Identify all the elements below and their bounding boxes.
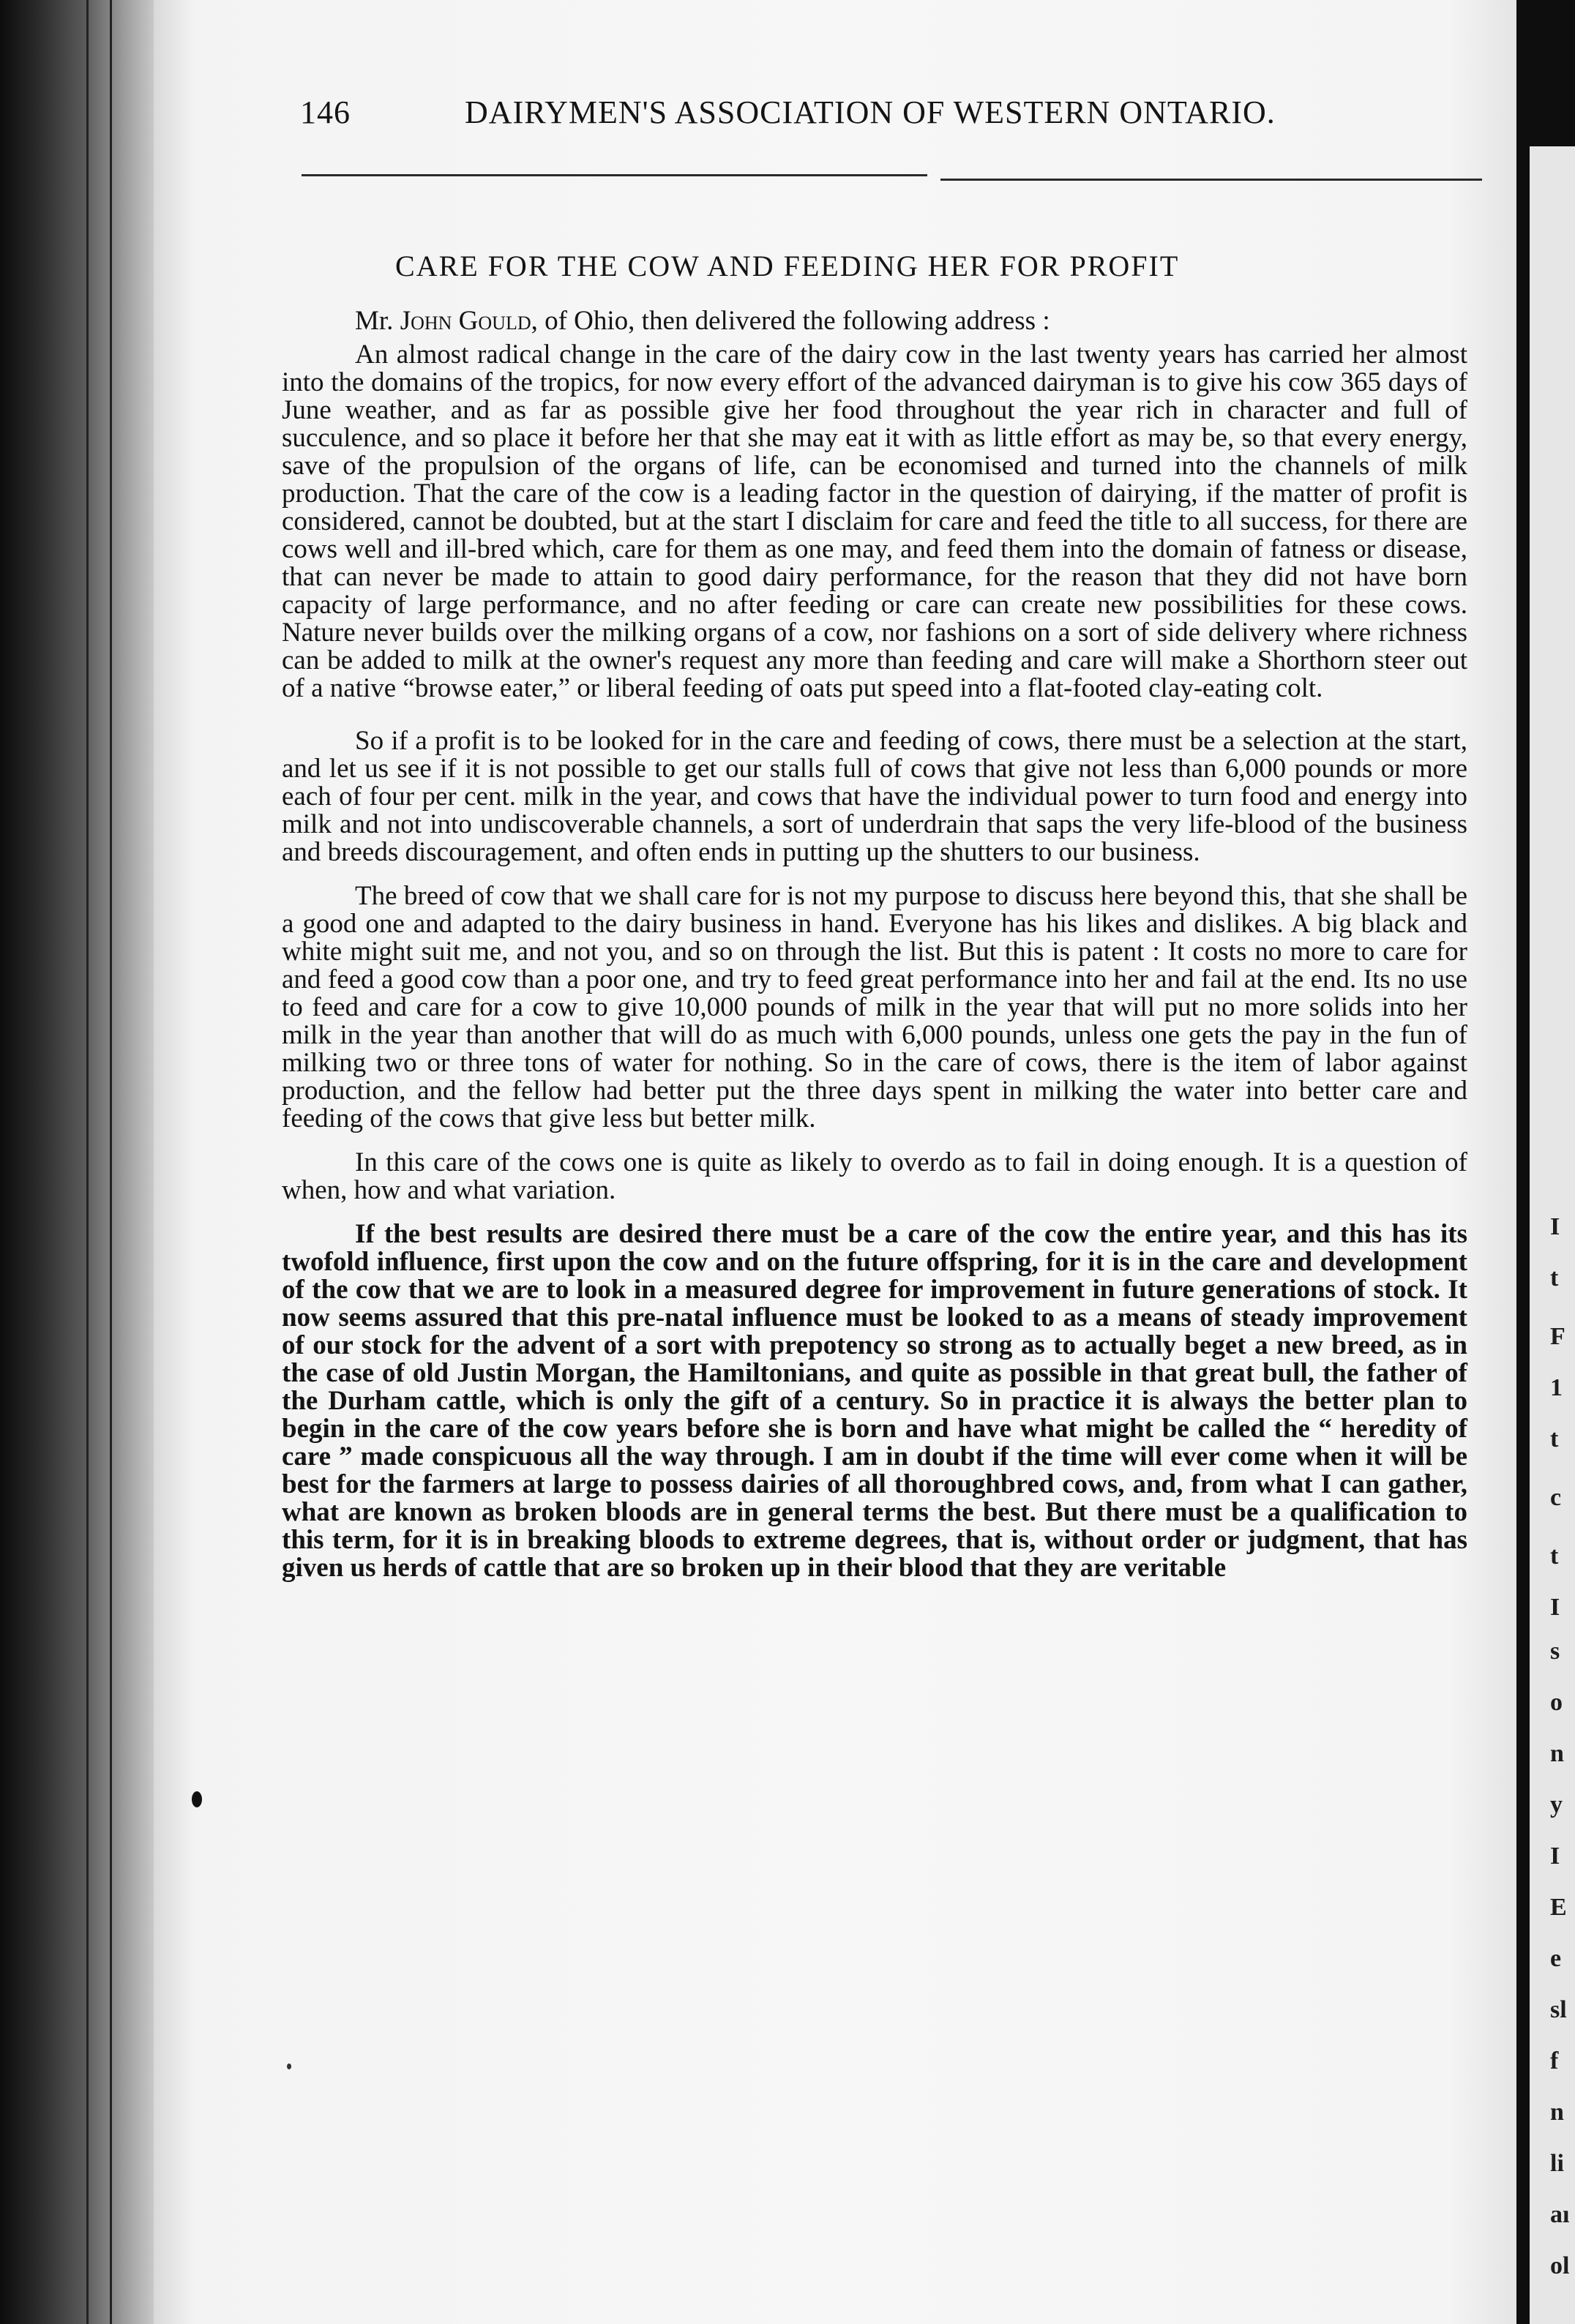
paragraph: The breed of cow that we shall care for is not my purpose to discuss here beyond this, that she shall be a good one and adapted to the dairy business in hand. Everyone has his likes and dislikes. A big black and white might suit me, and not you, and so on through the list. But this is patent : It costs no more to care for and feed a good cow than a poor one, and try to feed great performance into her and fail at the end. Its no use to feed and care for a cow to give 10,000 pounds of milk in the year that will put no more solids into her milk in the year than another that will do as much with 6,000 pounds, unless one gets the pay in the fun of milking two or three tons of water for nothing. So in the care of cows, there is the item of labor against production, and the fellow had better put the three days spent in milking the water into better care and feeding of the cows that give less but better milk. — [282, 881, 1467, 1133]
paragraph: So if a profit is to be looked for in the care and feeding of cows, there must be a selection at the start, and let us see if it is not possible to get our stalls full of cows that give not less than 6,000 pounds or more each of four per cent. milk in the year, and cows that have the individual power to turn food and energy into milk and not into undiscoverable channels, a sort of underdrain that saps the very life-blood of the business and breeds discouragement, and often ends in putting up the shutters to our business. — [282, 726, 1467, 867]
ink-speck — [287, 2064, 291, 2069]
facing-page-fragment: t — [1550, 1264, 1559, 1292]
facing-page-fragment: t — [1550, 1543, 1559, 1570]
facing-page-fragment: o — [1550, 1689, 1563, 1716]
facing-page-fragment: n — [1550, 1740, 1564, 1767]
facing-page-fragment: I — [1550, 1594, 1560, 1621]
facing-page-fragment: c — [1550, 1484, 1562, 1511]
book-gutter — [0, 0, 154, 2324]
gutter-line — [86, 0, 89, 2324]
facing-page-fragment: sl — [1550, 1996, 1567, 2023]
article-body — [282, 307, 1467, 1598]
paragraph: In this care of the cows one is quite as likely to overdo as to fail in doing enough. It is a question of when, how and what variation. — [282, 1147, 1467, 1205]
intro-prefix: Mr. — [355, 306, 400, 336]
facing-page-fragment: ol — [1550, 2252, 1570, 2279]
facing-page-fragment: t — [1550, 1425, 1559, 1452]
ink-blot — [192, 1791, 202, 1807]
facing-page-fragment: I — [1550, 1843, 1560, 1870]
facing-page-fragment: s — [1550, 1638, 1560, 1665]
paragraph: An almost radical change in the care of the dairy cow in the last twenty years has carried her almost into the domains of the tropics, for now every effort of the advanced dairyman is to give his cow 365 days of June weather, and as far as possible give her food throughout the year rich in character and full of succulence, and so place it before her that she may eat it with as little effort as may be, so that every energy, save of the propulsion of the organs of life, can be economised and turned into the channels of milk production. That the care of the cow is a leading factor in the question of dairying, if the matter of profit is considered, cannot be doubted, but at the start I disclaim for care and feed the title to all success, for there are cows well and ill-bred which, care for them as one may, and feed them into the domain of fatness or disease, that can never be made to attain to good dairy performance, for the reason that they did not have born capacity of large performance, and no after feeding or care can create new possibilities for these cows. Nature never builds over the milking organs of a cow, nor fashions on a sort of side delivery where richness can be added to milk at the owner's request any more than feeding and care will make a Shorthorn steer out of a native “browse eater,” or liberal feeding of oats put speed into a flat-footed clay-eating colt. — [282, 340, 1467, 703]
running-title: DAIRYMEN'S ASSOCIATION OF WESTERN ONTARIO. — [465, 94, 1276, 130]
facing-page-fragment: f — [1550, 2047, 1559, 2074]
facing-page-fragment: F — [1550, 1323, 1565, 1350]
page-header — [300, 94, 1325, 138]
facing-page-fragment: n — [1550, 2099, 1564, 2126]
facing-page-fragment: 1 — [1550, 1374, 1563, 1401]
page-number: 146 — [300, 94, 351, 130]
gutter-line — [110, 0, 112, 2324]
facing-page-fragment: E — [1550, 1894, 1567, 1921]
facing-page-fragment: aı — [1550, 2201, 1570, 2228]
facing-page-fragment: li — [1550, 2150, 1564, 2177]
header-rule — [940, 179, 1482, 181]
speaker-name: John Gould — [400, 306, 531, 336]
facing-page-fragment: y — [1550, 1791, 1563, 1818]
facing-page-fragment: I — [1550, 1213, 1560, 1240]
paragraph: If the best results are desired there must be a care of the cow the entire year, and this has its twofold influence, first upon the cow and on the future offspring, for it is in the care and development of the cow that we are to look in a measured degree for improvement in future generations of stock. It now seems assured that this pre-natal influence must be looked to as a means of steady improvement of our stock for the advent of a sort with prepotency so strong as to actually beget a new breed, as in the case of old Justin Morgan, the Hamiltonians, and quite as possible in that great bull, the father of the Durham cattle, which is only the gift of a century. So in practice it is always the better plan to begin in the care of the cow years before she is born and have what might be called the “ heredity of care ” made conspicuous all the way through. I am in doubt if the time will ever come when it will be best for the farmers at large to possess dairies of all thoroughbred cows, and, from what I can gather, what are known as broken bloods are in general terms the best. But there must be a qualification to this term, for it is in breaking bloods to extreme degrees, that is, without order or judgment, that has given us herds of cattle that are so broken up in their blood that they are veritable — [282, 1219, 1467, 1583]
header-rule — [302, 174, 927, 176]
intro-suffix: , of Ohio, then delivered the following address : — [531, 306, 1050, 336]
intro-line — [282, 307, 1467, 335]
article-title: CARE FOR THE COW AND FEEDING HER FOR PROFIT — [395, 250, 1180, 282]
facing-page-fragment: e — [1550, 1945, 1562, 1972]
